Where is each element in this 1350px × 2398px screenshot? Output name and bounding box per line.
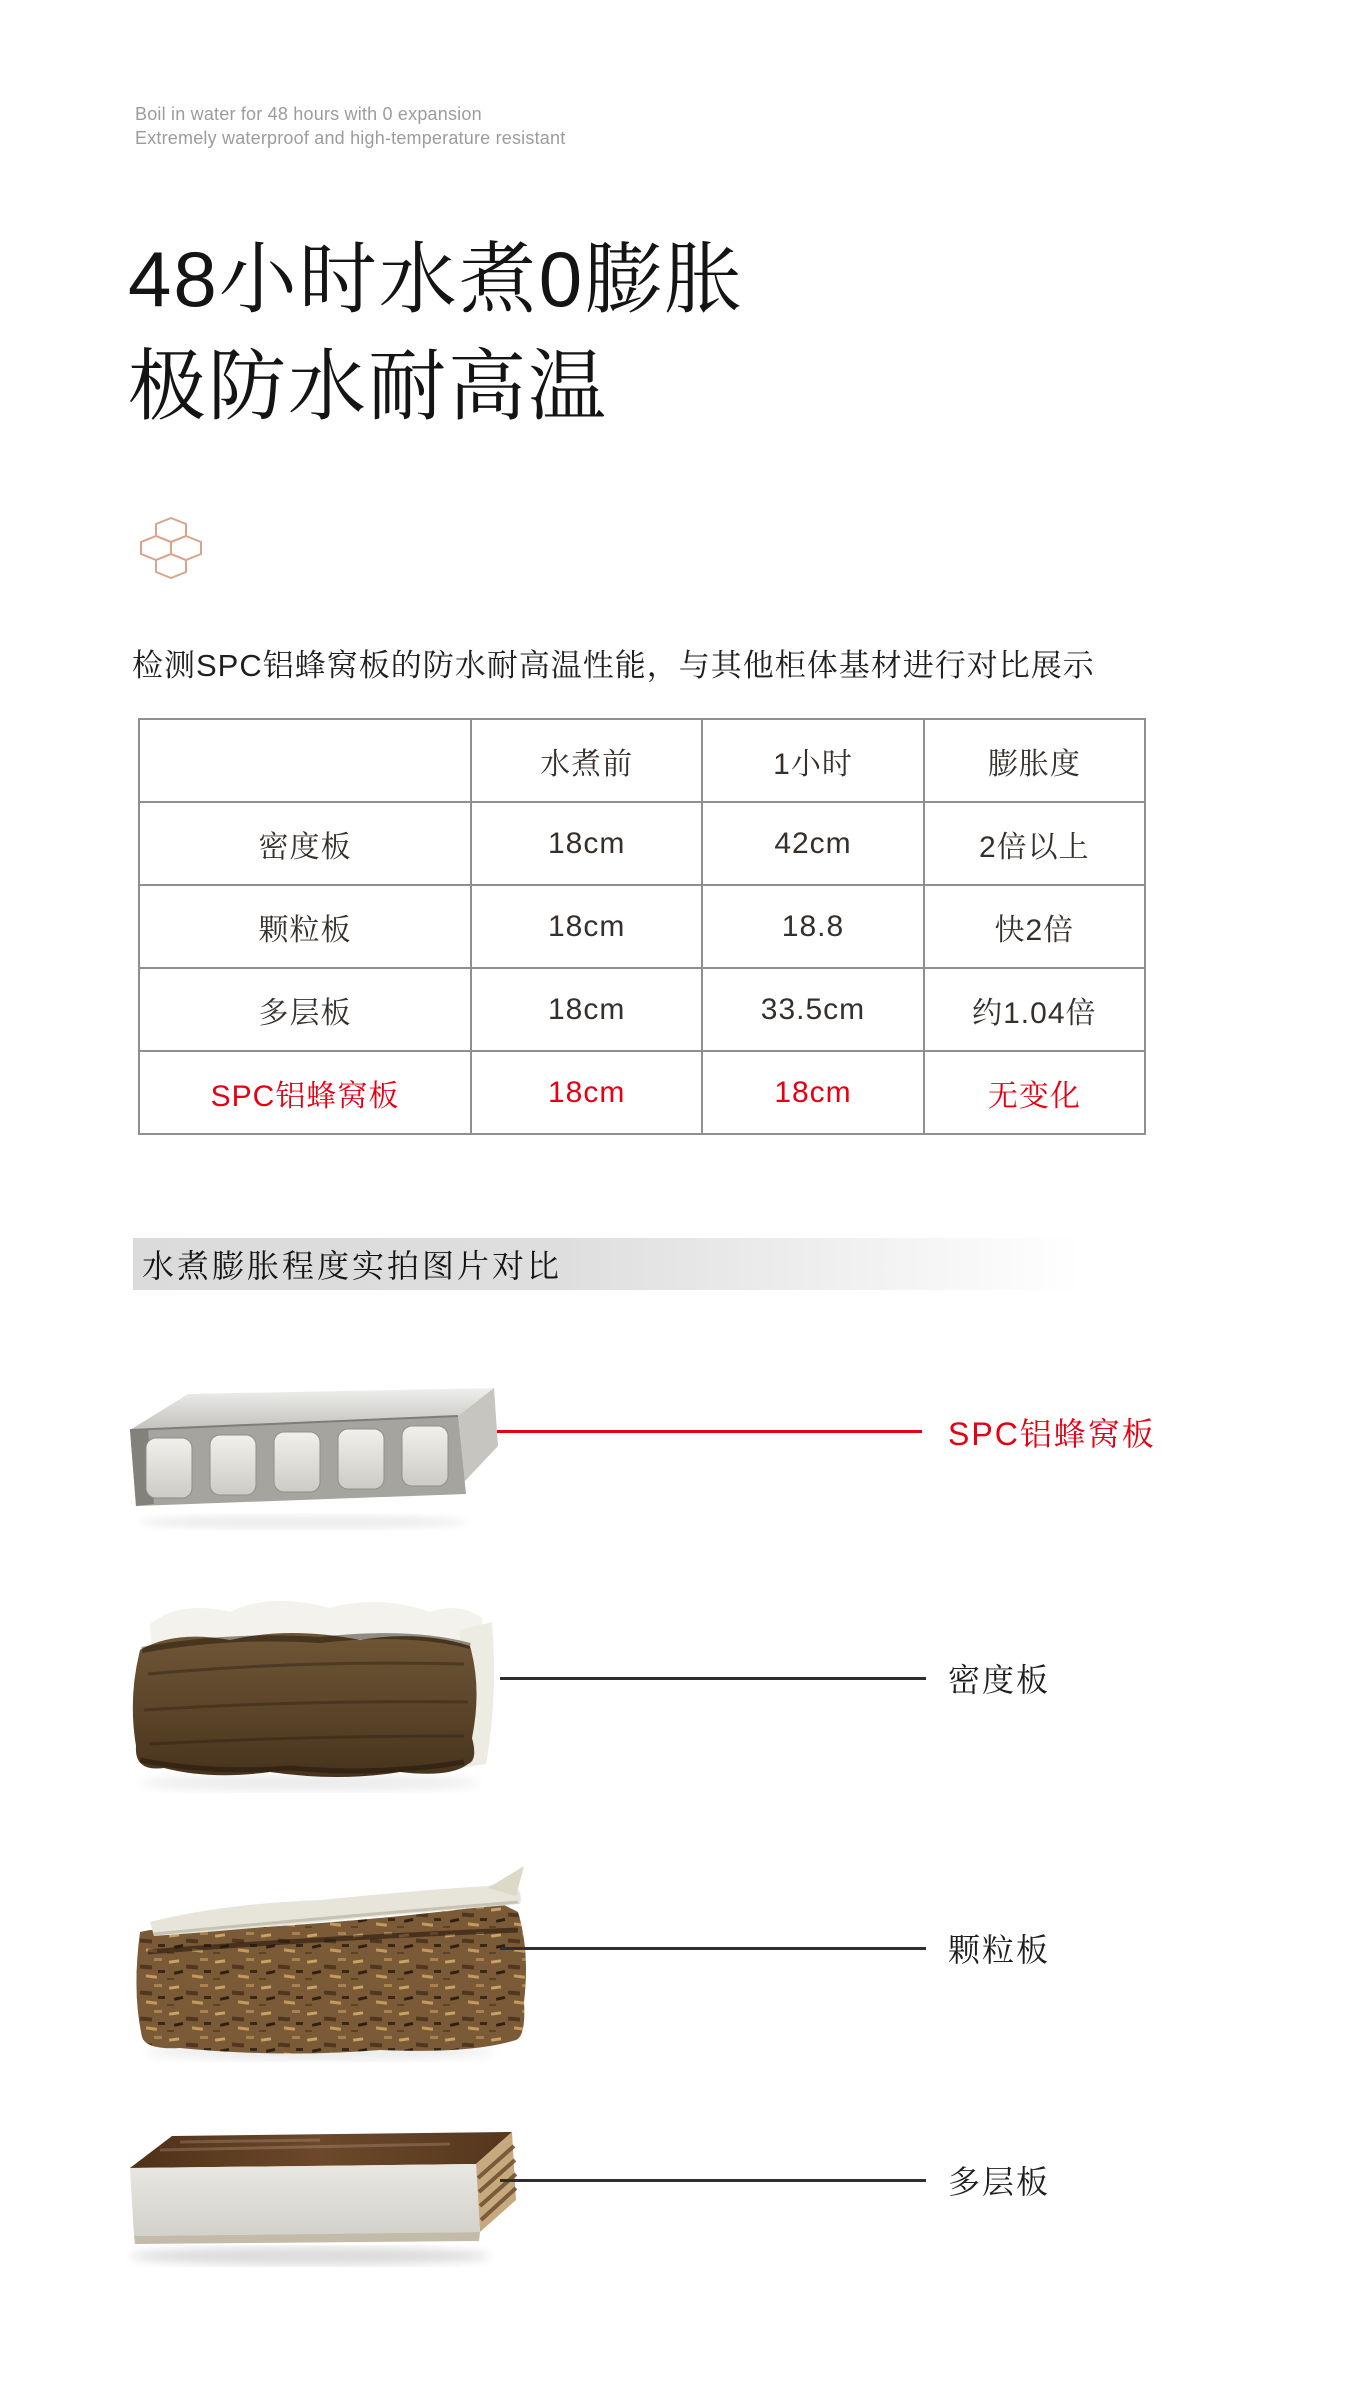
cell-expansion: 快2倍 (924, 885, 1145, 968)
leader-line-particle (500, 1947, 926, 1950)
cell-1hour: 18cm (702, 1051, 923, 1134)
cell-before: 18cm (471, 885, 702, 968)
leader-line-mdf (500, 1677, 926, 1680)
leader-line-plywood (500, 2179, 926, 2182)
cell-before: 18cm (471, 968, 702, 1051)
cell-before: 18cm (471, 802, 702, 885)
cell-material: 颗粒板 (139, 885, 471, 968)
header-cell-1hour: 1小时 (702, 719, 923, 802)
particle-board-photo (120, 1852, 532, 2072)
table-row (139, 802, 1145, 885)
table-header-row (139, 719, 1145, 802)
header-cell-before: 水煮前 (471, 719, 702, 802)
table-row (139, 968, 1145, 1051)
page-title-line1: 48小时水煮0膨胀 (128, 235, 745, 323)
header-cell-expansion: 膨胀度 (924, 719, 1145, 802)
specimen-label-plywood: 多层板 (948, 2164, 1051, 2200)
intro-text: 检测SPC铝蜂窝板的防水耐高温性能，与其他柜体基材进行对比展示 (132, 648, 1095, 683)
section-header-title: 水煮膨胀程度实拍图片对比 (142, 1248, 563, 1284)
cell-1hour: 18.8 (702, 885, 923, 968)
cell-material: 多层板 (139, 968, 471, 1051)
cell-1hour: 33.5cm (702, 968, 923, 1051)
cell-material: 密度板 (139, 802, 471, 885)
comparison-table (138, 718, 1146, 1135)
cell-expansion: 无变化 (924, 1051, 1145, 1134)
section-header (133, 1238, 1081, 1290)
page-title-line2: 极防水耐高温 (128, 342, 609, 430)
tagline-en (135, 102, 565, 150)
specimen-label-mdf: 密度板 (948, 1662, 1051, 1698)
honeycomb-icon (135, 517, 207, 579)
cell-expansion: 约1.04倍 (924, 968, 1145, 1051)
table-row (139, 885, 1145, 968)
plywood-board-photo (120, 2124, 520, 2279)
specimen-label-particle: 颗粒板 (948, 1932, 1051, 1968)
cell-before: 18cm (471, 1051, 702, 1134)
spc-honeycomb-board-photo (122, 1384, 500, 1539)
cell-expansion: 2倍以上 (924, 802, 1145, 885)
tagline-en-line1: Boil in water for 48 hours with 0 expansion (135, 104, 482, 124)
cell-1hour: 42cm (702, 802, 923, 885)
page-title (128, 226, 744, 440)
specimen-label-spc: SPC铝蜂窝板 (948, 1416, 1156, 1452)
tagline-en-line2: Extremely waterproof and high-temperature resistant (135, 128, 566, 148)
leader-line-spc (497, 1430, 922, 1433)
mdf-board-photo (120, 1578, 515, 1808)
cell-material: SPC铝蜂窝板 (139, 1051, 471, 1134)
table-row-highlight (139, 1051, 1145, 1134)
header-cell-empty (139, 719, 471, 802)
